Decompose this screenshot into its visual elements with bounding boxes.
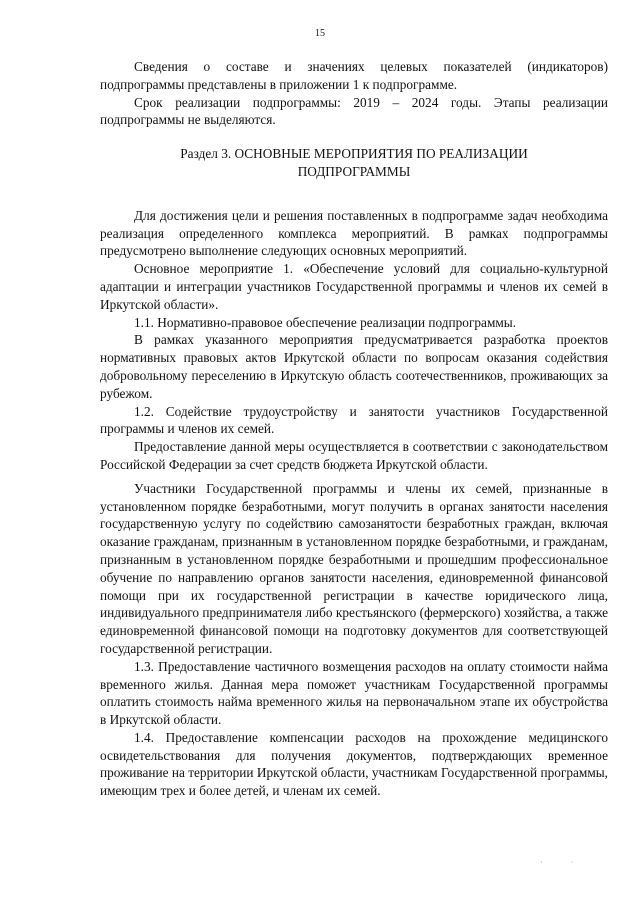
paragraph: В рамках указанного мероприятия предусматривается разработка проектов нормативных правовых актов Иркутской области по вопросам оказания содействия добровольному переселению в Иркутскую область соотечественников, проживающих за рубежом. [100, 332, 608, 401]
section-heading-line: Раздел 3. ОСНОВНЫЕ МЕРОПРИЯТИЯ ПО РЕАЛИЗАЦИИ [180, 146, 528, 162]
paragraph: 1.2. Содействие трудоустройству и занятости участников Государственной программы и членов их семей. [100, 403, 608, 437]
paragraph: 1.1. Нормативно-правовое обеспечение реализации подпрограммы. [134, 314, 517, 330]
section-heading [100, 145, 608, 181]
section-heading-line: ПОДПРОГРАММЫ [297, 163, 411, 179]
paragraph: Предоставление данной меры осуществляется в соответствии с законодательством Российской Федерации за счет средств бюджета Иркутской области. [100, 439, 608, 472]
paragraph: Основное мероприятие 1. «Обеспечение условий для социально-культурной адаптации и интеграции участников Государственной программы и членов их семей в Иркутской области». [100, 261, 608, 312]
paragraph: 1.3. Предоставление частичного возмещения расходов на оплату стоимости найма временного жилья. Данная мера поможет участникам Государственной программы оплатить стоимость найма временного жилья на первоначальном этапе их обустройства в Иркутской области. [100, 658, 608, 728]
page-number: 15 [315, 28, 325, 39]
paragraph: Для достижения цели и решения поставленных в подпрограмме задач необходима реализация определенного комплекса мероприятий. В рамках подпрограммы предусмотрено выполнение следующих основных мероприятий. [100, 207, 608, 259]
paragraph: Участники Государственной программы и члены их семей, признанные в установленном порядке безработными, могут получить в органах занятости населения государственную услугу по содействию самозанятости безработных граждан, включая оказание гражданам, признанным в установленном порядке безработными, и гражданам, признанным в установленном порядке безработными и прошедшим профессиональное обучение по направлению органов занятости населения, единовременной финансовой помощи при их государственной регистрации в качестве юридического лица, индивидуального предпринимателя либо крестьянского (фермерского) хозяйства, а также единовременной финансовой помощи на подготовку документов для соответствующей государственной регистрации. [100, 480, 608, 656]
scan-specks: · · [540, 858, 574, 867]
paragraph: Срок реализации подпрограммы: 2019 – 2024 годы. Этапы реализации подпрограммы не выделяются. [100, 94, 608, 128]
paragraph: Сведения о составе и значениях целевых показателей (индикаторов) подпрограммы представлены в приложении 1 к подпрограмме. [100, 59, 608, 92]
document-body [100, 58, 608, 800]
paragraph: 1.4. Предоставление компенсации расходов на прохождение медицинского освидетельствования для получения документов, подтверждающих временное проживание на территории Иркутской области, участникам Государственной программы, имеющим трех и более детей, и членам их семей. [100, 729, 608, 799]
